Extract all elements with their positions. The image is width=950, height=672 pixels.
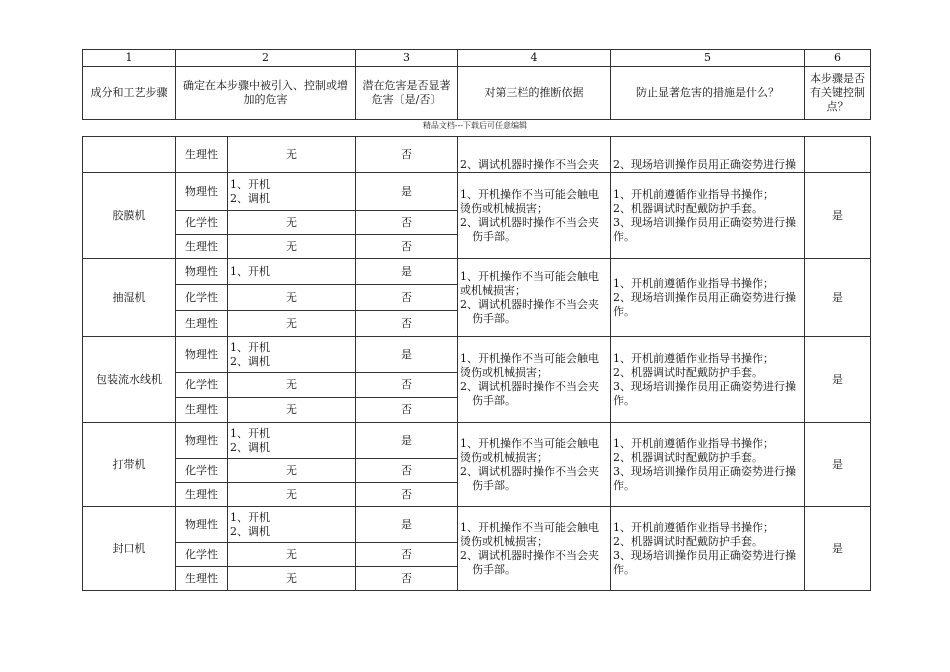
hazard-desc: 无 [228, 567, 356, 591]
ccp-value: 是 [805, 259, 871, 337]
hazard-desc: 1、开机 2、调机 [228, 337, 356, 373]
hazard-type: 物理性 [176, 507, 228, 543]
hazard-desc: 无 [228, 285, 356, 311]
ccp-value: 是 [805, 507, 871, 591]
hazard-type: 生理性 [176, 235, 228, 259]
hazard-desc: 无 [228, 459, 356, 483]
column-title-row [83, 67, 871, 120]
ccp-value: 是 [805, 173, 871, 259]
hazard-type: 生理性 [176, 137, 228, 173]
col-num-1: 1 [83, 50, 176, 67]
measure-text: 1、开机前遵循作业指导书操作； 2、机器调试时配戴防护手套。 3、现场培训操作员用正确姿势进行操作。 [611, 507, 805, 591]
hazard-desc: 无 [228, 373, 356, 398]
col-title-significant: 潜在危害是否显著危害〔是/否〕 [356, 67, 458, 120]
significant-value: 否 [356, 398, 458, 423]
hazard-desc: 无 [228, 211, 356, 235]
hazard-desc: 无 [228, 235, 356, 259]
col-title-step: 成分和工艺步骤 [83, 67, 176, 120]
ccp-value: 是 [805, 337, 871, 423]
col-num-6: 6 [805, 50, 871, 67]
step-name: 包装流水线机 [83, 337, 176, 423]
col-num-2: 2 [176, 50, 356, 67]
hazard-type: 物理性 [176, 423, 228, 459]
column-number-row [83, 50, 871, 67]
hazard-type: 物理性 [176, 173, 228, 211]
table-row [83, 137, 871, 173]
significant-value: 是 [356, 173, 458, 211]
hazard-desc: 无 [228, 137, 356, 173]
hazard-desc: 无 [228, 483, 356, 507]
hazard-type: 生理性 [176, 567, 228, 591]
table-row [83, 259, 871, 285]
significant-value: 是 [356, 259, 458, 285]
hazard-type: 生理性 [176, 311, 228, 337]
significant-value: 是 [356, 423, 458, 459]
hazard-desc: 1、开机 [228, 259, 356, 285]
measure-text: 1、开机前遵循作业指导书操作； 2、现场培训操作员用正确姿势进行操作。 [611, 259, 805, 337]
hazard-desc: 1、开机 2、调机 [228, 507, 356, 543]
significant-value: 否 [356, 311, 458, 337]
basis-text: 1、开机操作不当可能会触电 烫伤或机械损害； 2、调试机器时操作不当会夹 伤手部。 [458, 173, 611, 259]
hazard-desc: 无 [228, 543, 356, 567]
significant-value: 否 [356, 567, 458, 591]
table-row [83, 507, 871, 543]
hazard-type: 化学性 [176, 285, 228, 311]
significant-value: 否 [356, 459, 458, 483]
step-name: 抽湿机 [83, 259, 176, 337]
step-name: 封口机 [83, 507, 176, 591]
significant-value: 否 [356, 543, 458, 567]
table-row [83, 173, 871, 211]
significant-value: 否 [356, 373, 458, 398]
hazard-desc: 无 [228, 311, 356, 337]
ccp-value: 是 [805, 423, 871, 507]
col-num-5: 5 [611, 50, 805, 67]
col-title-hazard: 确定在本步骤中被引入、控制或增加的危害 [176, 67, 356, 120]
basis-text: 1、开机操作不当可能会触电 或机械损害； 2、调试机器时操作不当会夹 伤手部。 [458, 259, 611, 337]
hazard-type: 化学性 [176, 211, 228, 235]
table-row [83, 423, 871, 459]
hazard-desc: 1、开机 2、调机 [228, 173, 356, 211]
col-num-4: 4 [458, 50, 611, 67]
hazard-type: 化学性 [176, 373, 228, 398]
significant-value: 否 [356, 235, 458, 259]
significant-value: 否 [356, 483, 458, 507]
hazard-type: 生理性 [176, 398, 228, 423]
significant-value: 是 [356, 507, 458, 543]
hazard-table [82, 136, 871, 591]
col-title-ccp: 本步骤是否有关键控制点？ [805, 67, 871, 120]
basis-text: 1、开机操作不当可能会触电 烫伤或机械损害； 2、调试机器时操作不当会夹 伤手部。 [458, 337, 611, 423]
measure-text: 1、开机前遵循作业指导书操作； 2、机器调试时配戴防护手套。 3、现场培训操作员用正确姿势进行操作。 [611, 173, 805, 259]
col-num-3: 3 [356, 50, 458, 67]
ccp-cell-empty [805, 137, 871, 173]
significant-value: 否 [356, 211, 458, 235]
significant-value: 否 [356, 285, 458, 311]
step-name: 胶膜机 [83, 173, 176, 259]
hazard-type: 生理性 [176, 483, 228, 507]
hazard-type: 物理性 [176, 259, 228, 285]
hazard-type: 化学性 [176, 543, 228, 567]
step-name: 打带机 [83, 423, 176, 507]
header-table [82, 49, 871, 120]
basis-text: 1、开机操作不当可能会触电 烫伤或机械损害； 2、调试机器时操作不当会夹 伤手部。 [458, 423, 611, 507]
significant-value: 否 [356, 137, 458, 173]
measure-text: 1、开机前遵循作业指导书操作； 2、机器调试时配戴防护手套。 3、现场培训操作员用正确姿势进行操作。 [611, 337, 805, 423]
measure-text: 2、现场培训操作员用正确姿势进行操 [611, 137, 805, 173]
measure-text: 1、开机前遵循作业指导书操作； 2、机器调试时配戴防护手套。 3、现场培训操作员用正确姿势进行操作。 [611, 423, 805, 507]
hazard-type: 化学性 [176, 459, 228, 483]
basis-text: 1、开机操作不当可能会触电 烫伤或机械损害； 2、调试机器时操作不当会夹 伤手部。 [458, 507, 611, 591]
page-note: 精品文档---下载后可任意编辑 [422, 121, 528, 130]
basis-text: 2、调试机器时操作不当会夹 [458, 137, 611, 173]
hazard-desc: 1、开机 2、调机 [228, 423, 356, 459]
step-cell-empty [83, 137, 176, 173]
hazard-desc: 无 [228, 398, 356, 423]
table-row [83, 337, 871, 373]
hazard-type: 物理性 [176, 337, 228, 373]
col-title-measure: 防止显著危害的措施是什么？ [611, 67, 805, 120]
col-title-basis: 对第三栏的推断依据 [458, 67, 611, 120]
significant-value: 是 [356, 337, 458, 373]
